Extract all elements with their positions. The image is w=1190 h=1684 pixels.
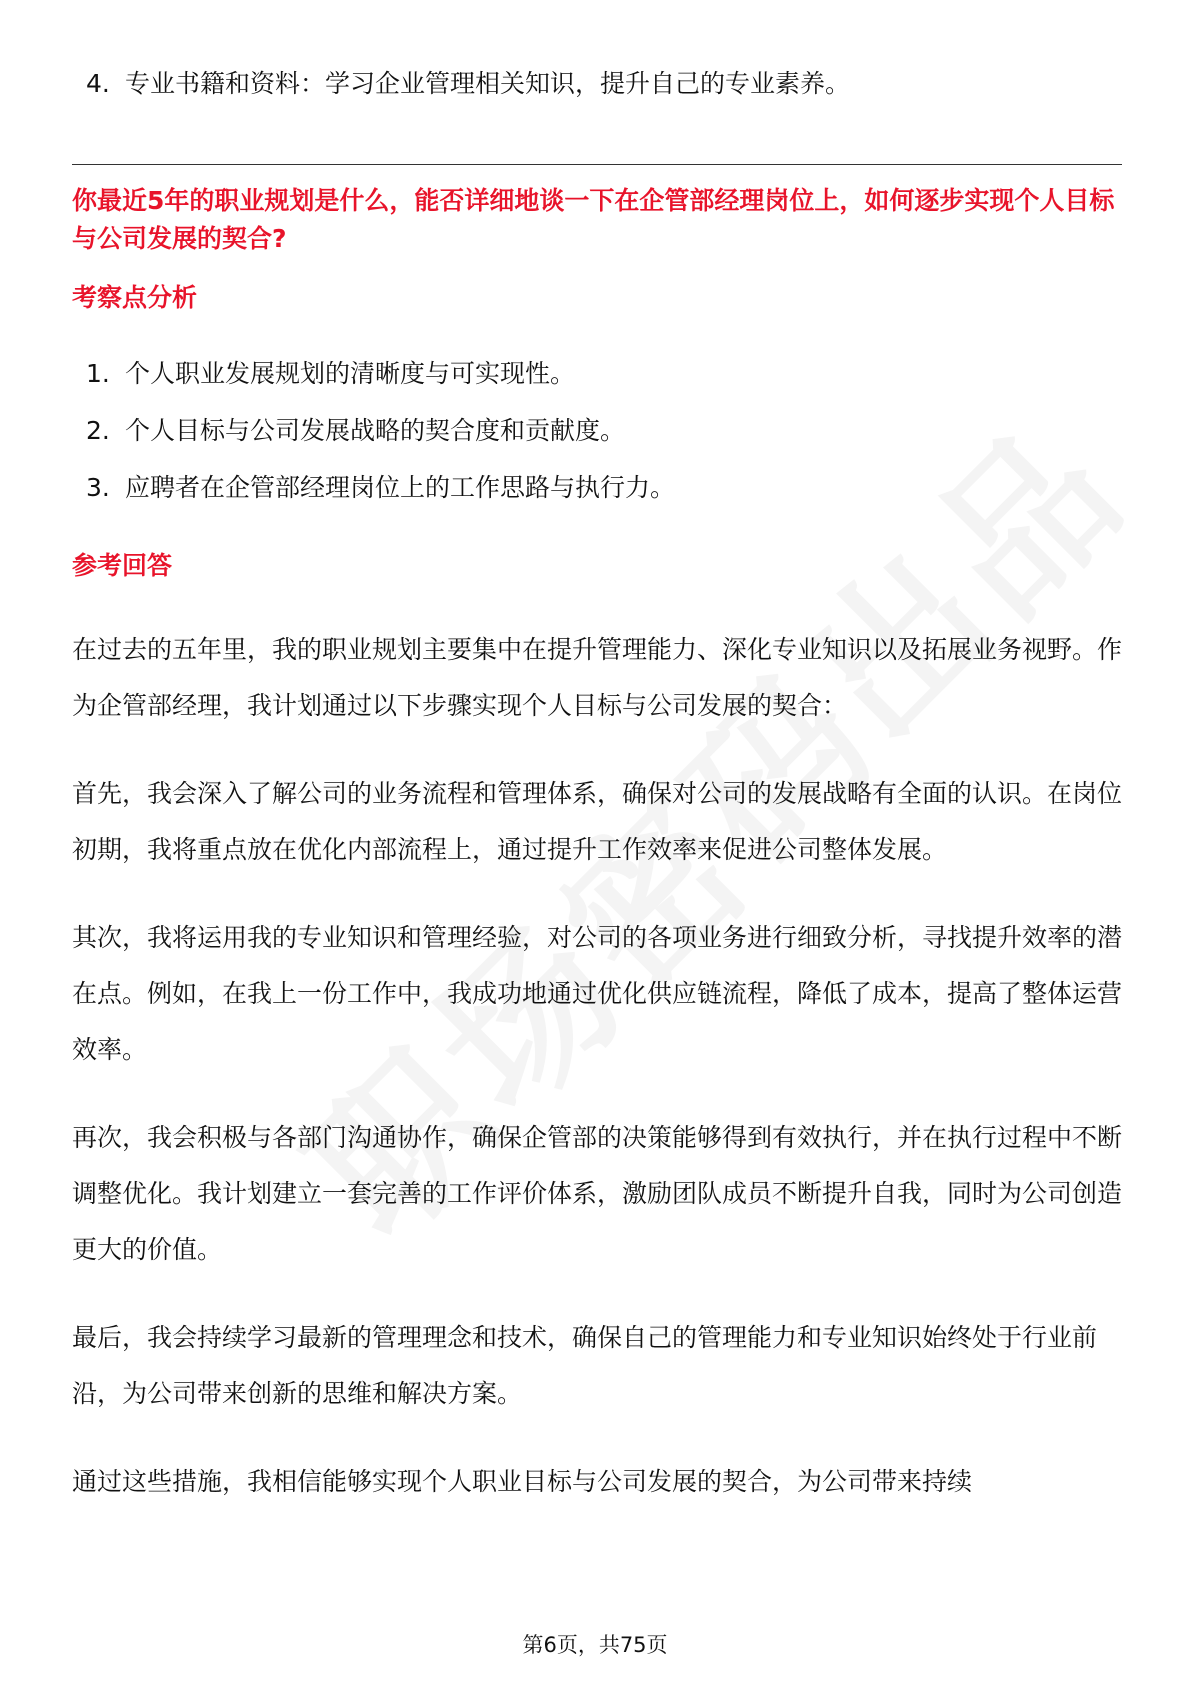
analysis-points-list xyxy=(72,356,1122,527)
list-item-text: 专业书籍和资料：学习企业管理相关知识，提升自己的专业素养。 xyxy=(125,69,851,98)
list-item-number: 3. xyxy=(86,473,110,502)
list-item-number: 2. xyxy=(86,416,110,445)
list-item xyxy=(72,413,1122,449)
list-item xyxy=(72,470,1122,506)
page-number-footer: 第6页，共75页 xyxy=(522,1633,668,1657)
list-item-number: 4. xyxy=(86,69,110,98)
answer-paragraph: 其次，我将运用我的专业知识和管理经验，对公司的各项业务进行细致分析，寻找提升效率的潜在点。例如，在我上一份工作中，我成功地通过优化供应链流程，降低了成本，提高了整体运营效率。 xyxy=(72,923,1123,1064)
continued-list xyxy=(72,66,1122,102)
answer-paragraph: 通过这些措施，我相信能够实现个人职业目标与公司发展的契合，为公司带来持续 xyxy=(72,1467,973,1496)
answer-paragraph: 再次，我会积极与各部门沟通协作，确保企管部的决策能够得到有效执行，并在执行过程中不断调整优化。我计划建立一套完善的工作评价体系，激励团队成员不断提升自我，同时为公司创造更大的价值。 xyxy=(72,1123,1123,1264)
answer-body xyxy=(72,622,1122,1542)
analysis-heading: 考察点分析 xyxy=(72,283,198,312)
answer-paragraph: 首先，我会深入了解公司的业务流程和管理体系，确保对公司的发展战略有全面的认识。在岗位初期，我将重点放在优化内部流程上，通过提升工作效率来促进公司整体发展。 xyxy=(72,779,1123,864)
list-item-text: 应聘者在企管部经理岗位上的工作思路与执行力。 xyxy=(125,473,676,502)
list-item-text: 个人目标与公司发展战略的契合度和贡献度。 xyxy=(125,416,626,445)
list-item xyxy=(72,356,1122,392)
answer-paragraph: 在过去的五年里，我的职业规划主要集中在提升管理能力、深化专业知识以及拓展业务视野。作为企管部经理，我计划通过以下步骤实现个人目标与公司发展的契合： xyxy=(72,635,1123,720)
question-heading: 你最近5年的职业规划是什么，能否详细地谈一下在企管部经理岗位上，如何逐步实现个人目标与公司发展的契合? xyxy=(72,186,1115,253)
answer-paragraph: 最后，我会持续学习最新的管理理念和技术，确保自己的管理能力和专业知识始终处于行业前沿，为公司带来创新的思维和解决方案。 xyxy=(72,1323,1098,1408)
answer-heading: 参考回答 xyxy=(72,551,173,580)
list-item-text: 个人职业发展规划的清晰度与可实现性。 xyxy=(125,359,576,388)
section-divider xyxy=(72,164,1122,165)
list-item-number: 1. xyxy=(86,359,110,388)
list-item xyxy=(72,66,1122,102)
